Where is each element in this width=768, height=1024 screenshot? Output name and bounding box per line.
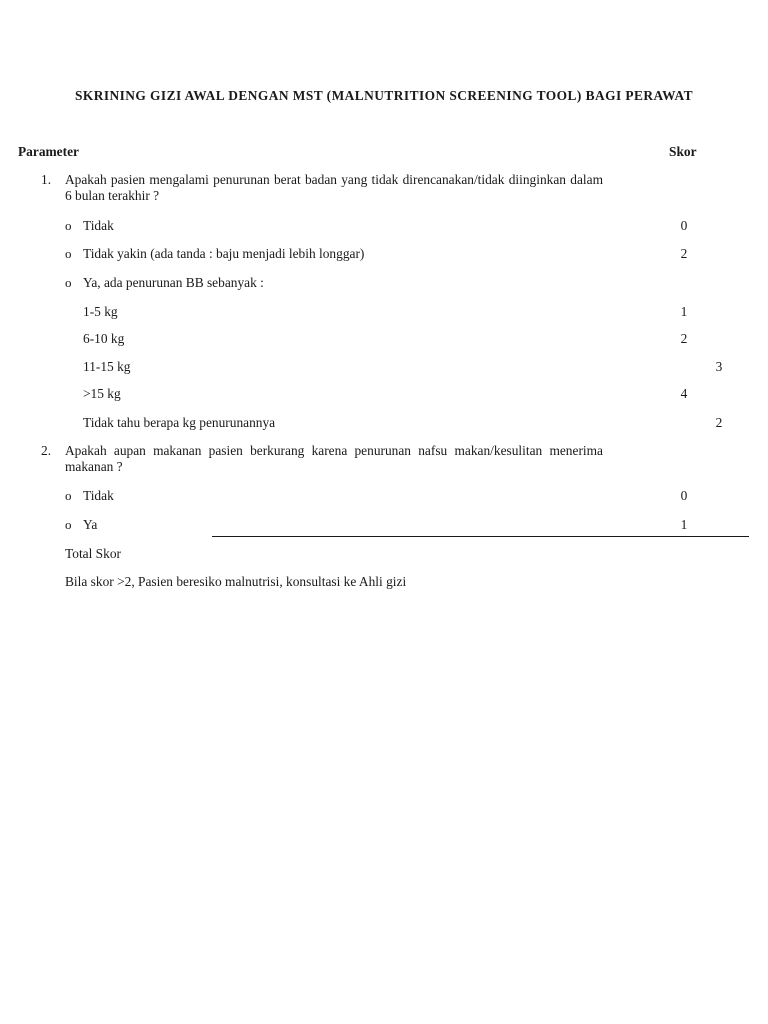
q1-sub-option-label: 1-5 kg (83, 304, 118, 319)
q1-text: Apakah pasien mengalami penurunan berat badan yang tidak direncanakan/tidak diinginkan dalam 6 bulan terakhir ? (65, 172, 603, 203)
q1-option-label: Tidak yakin (ada tanda : baju menjadi lebih longgar) (83, 246, 365, 261)
bullet-icon: o (65, 517, 72, 532)
total-divider (212, 536, 749, 537)
q1-sub-option-label: 11-15 kg (83, 359, 131, 374)
q1-sub-option-score: 1 (680, 304, 688, 319)
bullet-icon: o (65, 275, 72, 290)
q1-option-label: Tidak (83, 218, 114, 233)
bullet-icon: o (65, 246, 72, 261)
q1-option-label: Ya, ada penurunan BB sebanyak : (83, 275, 264, 290)
q1-sub-option-score: 2 (715, 415, 723, 430)
q1-option-score: 2 (680, 246, 688, 261)
q1-number: 1. (41, 172, 52, 187)
q1-sub-option-score: 3 (715, 359, 723, 374)
bullet-icon: o (65, 218, 72, 233)
q1-sub-option-score: 4 (680, 386, 688, 401)
q2-option-label: Tidak (83, 488, 114, 503)
q2-number: 2. (41, 443, 52, 458)
page-title: SKRINING GIZI AWAL DENGAN MST (MALNUTRITION SCREENING TOOL) BAGI PERAWAT (74, 88, 694, 103)
parameter-header: Parameter (18, 144, 79, 159)
bullet-icon: o (65, 488, 72, 503)
q2-option-label: Ya (83, 517, 98, 532)
q1-sub-option-score: 2 (680, 331, 688, 346)
q2-option-score: 0 (680, 488, 688, 503)
q1-sub-option-label: 6-10 kg (83, 331, 125, 346)
q1-option-score: 0 (680, 218, 688, 233)
q2-text: Apakah aupan makanan pasien berkurang karena penurunan nafsu makan/kesulitan menerima makanan ? (65, 443, 603, 474)
q1-sub-option-label: >15 kg (83, 386, 121, 401)
total-skor-label: Total Skor (65, 546, 121, 561)
interpretation-note: Bila skor >2, Pasien beresiko malnutrisi, konsultasi ke Ahli gizi (65, 574, 407, 589)
q1-sub-option-label: Tidak tahu berapa kg penurunannya (83, 415, 276, 430)
skor-header: Skor (669, 144, 697, 159)
q2-option-score: 1 (680, 517, 688, 532)
